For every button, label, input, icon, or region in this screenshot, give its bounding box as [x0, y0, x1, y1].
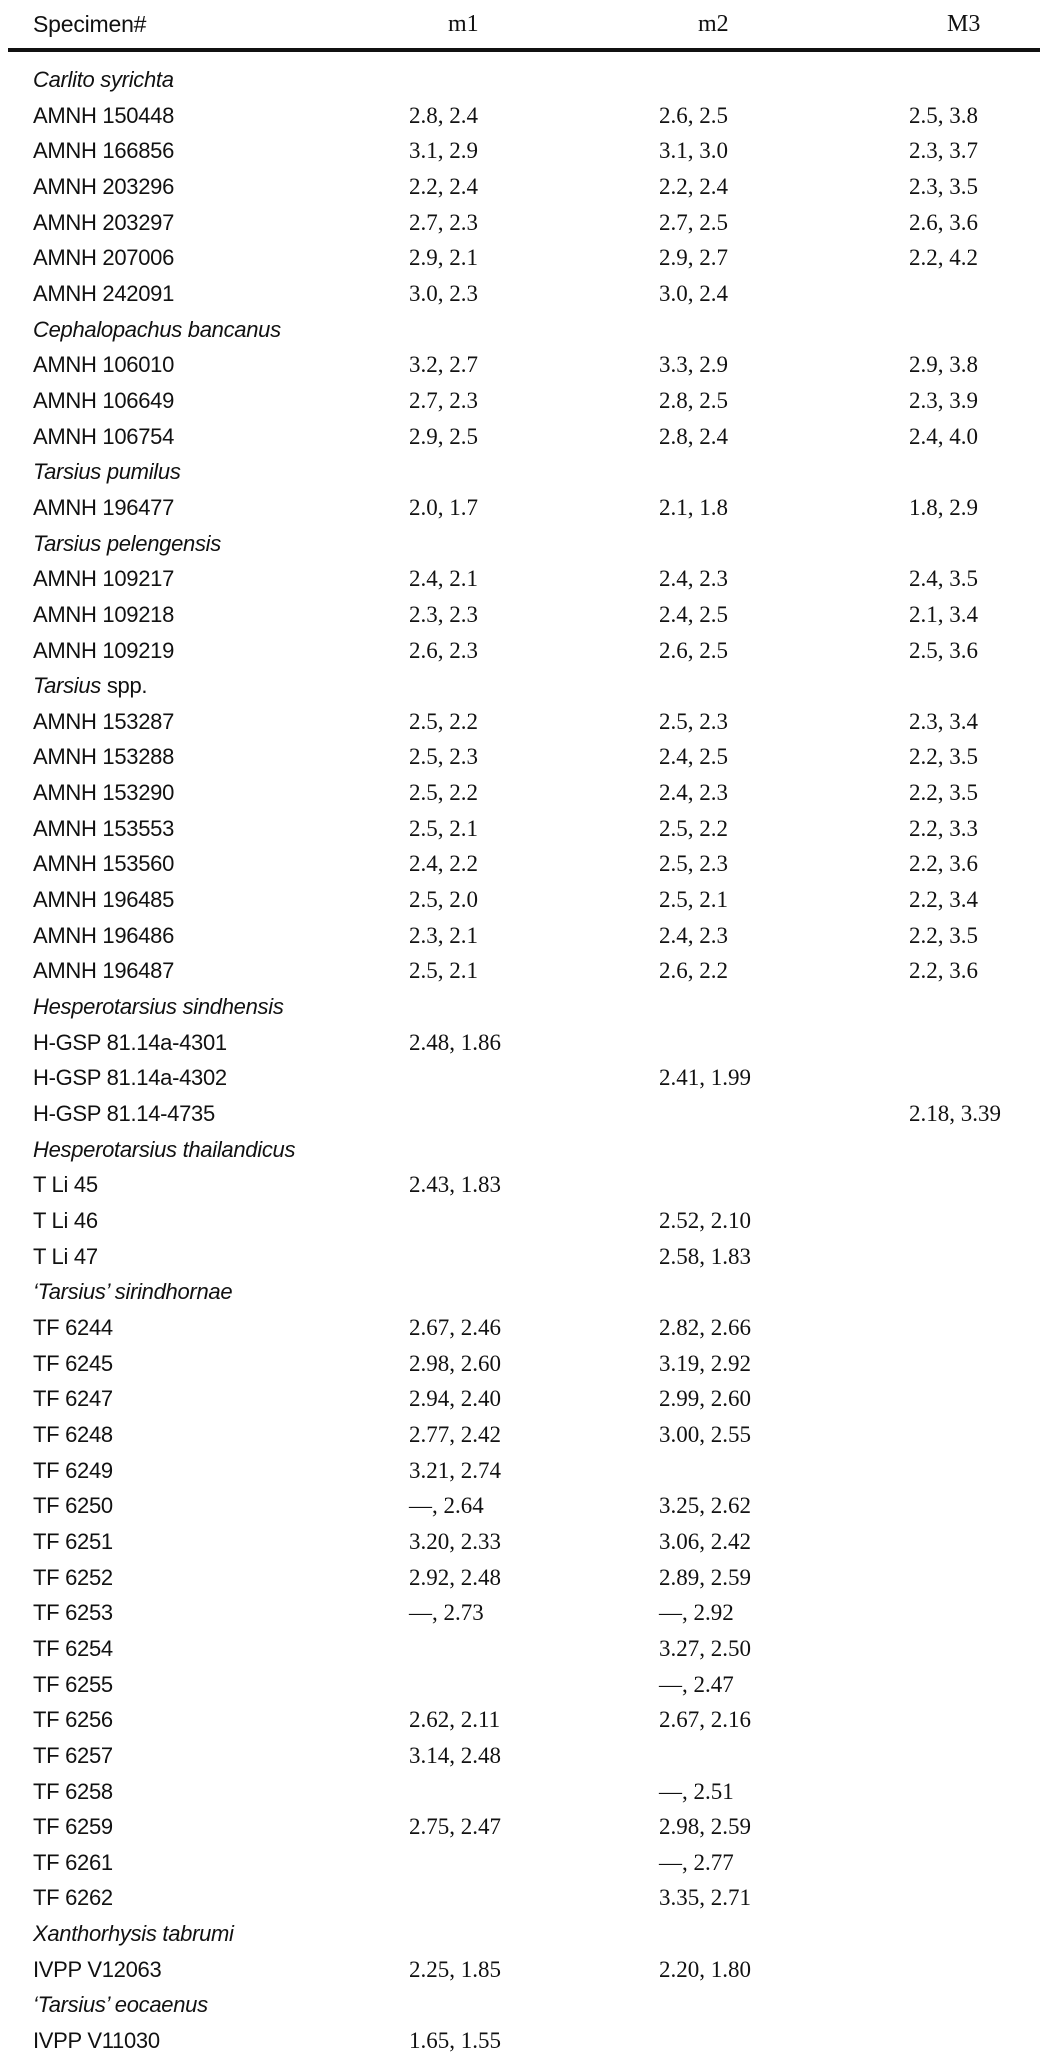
specimen-id: TF 6252: [33, 1564, 113, 1590]
taxon-name-italic: Hesperotarsius thailandicus: [33, 1136, 296, 1162]
m2-value: 2.6, 2.5: [659, 102, 728, 128]
m1-value: 3.14, 2.48: [409, 1742, 501, 1768]
m2-value: 2.4, 2.5: [659, 601, 728, 627]
m2-value: 2.1, 1.8: [659, 494, 728, 520]
table-row: [0, 347, 1040, 383]
table-row: [0, 597, 1040, 633]
m1-value: 2.5, 2.3: [409, 744, 478, 770]
taxon-name: [33, 1987, 208, 2023]
m2-value: —, 2.77: [659, 1849, 734, 1875]
m2-value: 2.4, 2.5: [659, 744, 728, 770]
specimen-id: IVPP V12063: [33, 1956, 162, 1982]
m1-value: 2.4, 2.1: [409, 566, 478, 592]
table-row: [0, 1667, 1040, 1703]
M3-value: 2.2, 3.6: [909, 851, 978, 877]
m2-value: 2.8, 2.4: [659, 423, 728, 449]
m2-value: 3.06, 2.42: [659, 1528, 751, 1554]
m2-value: 2.98, 2.59: [659, 1814, 751, 1840]
specimen-id: AMNH 109219: [33, 637, 174, 663]
table-row: [0, 1239, 1040, 1275]
specimen-id: AMNH 203297: [33, 209, 174, 235]
specimen-id: AMNH 196486: [33, 922, 174, 948]
specimen-id: AMNH 153553: [33, 815, 174, 841]
table-row: [0, 133, 1040, 169]
specimen-id: AMNH 106649: [33, 387, 174, 413]
specimen-id: TF 6251: [33, 1528, 113, 1554]
m2-value: 2.6, 2.5: [659, 637, 728, 663]
table-row: [0, 2023, 1040, 2059]
specimen-id: AMNH 207006: [33, 245, 174, 271]
table-row: [0, 98, 1040, 134]
M3-value: 2.4, 4.0: [909, 423, 978, 449]
specimen-id: TF 6255: [33, 1671, 113, 1697]
m1-value: 2.5, 2.1: [409, 815, 478, 841]
M3-value: 2.3, 3.5: [909, 173, 978, 199]
specimen-id: TF 6258: [33, 1778, 113, 1804]
specimen-id: TF 6257: [33, 1742, 113, 1768]
table-body: [0, 62, 1040, 2059]
m2-value: 2.9, 2.7: [659, 245, 728, 271]
m2-value: 2.7, 2.5: [659, 209, 728, 235]
m1-value: 2.6, 2.3: [409, 637, 478, 663]
m1-value: 2.77, 2.42: [409, 1421, 501, 1447]
m1-value: 2.67, 2.46: [409, 1314, 501, 1340]
m1-value: 3.1, 2.9: [409, 138, 478, 164]
table-row: [0, 1524, 1040, 1560]
m1-value: 2.48, 1.86: [409, 1029, 501, 1055]
specimen-id: AMNH 166856: [33, 138, 174, 164]
specimen-id: AMNH 153560: [33, 851, 174, 877]
m1-value: 2.3, 2.3: [409, 601, 478, 627]
table-row: [0, 1346, 1040, 1382]
m1-value: 2.2, 2.4: [409, 173, 478, 199]
table-row: [0, 419, 1040, 455]
specimen-id: AMNH 106754: [33, 423, 174, 449]
table-row: [0, 1488, 1040, 1524]
M3-value: 2.5, 3.6: [909, 637, 978, 663]
specimen-id: TF 6254: [33, 1635, 113, 1661]
specimen-id: AMNH 109217: [33, 566, 174, 592]
table-row: [0, 383, 1040, 419]
header-m2: m2: [698, 11, 729, 37]
specimen-id: TF 6245: [33, 1350, 113, 1376]
table-row: [0, 633, 1040, 669]
taxon-name-italic: ‘Tarsius’ sirindhornae: [33, 1279, 233, 1305]
specimen-id: AMNH 196485: [33, 887, 174, 913]
taxon-name-suffix: spp.: [101, 673, 148, 699]
m2-value: 3.3, 2.9: [659, 352, 728, 378]
table-row: [0, 882, 1040, 918]
m1-value: 3.20, 2.33: [409, 1528, 501, 1554]
M3-value: 2.2, 3.4: [909, 887, 978, 913]
M3-value: 2.9, 3.8: [909, 352, 978, 378]
table-row: [0, 775, 1040, 811]
m2-value: 2.4, 2.3: [659, 922, 728, 948]
taxon-name-italic: Cephalopachus bancanus: [33, 316, 281, 342]
m2-value: 3.00, 2.55: [659, 1421, 751, 1447]
table-row: [0, 811, 1040, 847]
table-row: [0, 1560, 1040, 1596]
m2-value: —, 2.92: [659, 1600, 734, 1626]
m2-value: 2.5, 2.3: [659, 851, 728, 877]
m1-value: 2.9, 2.5: [409, 423, 478, 449]
table-row: [0, 1738, 1040, 1774]
specimen-id: AMNH 150448: [33, 102, 174, 128]
m2-value: 3.25, 2.62: [659, 1493, 751, 1519]
specimen-id: TF 6249: [33, 1457, 113, 1483]
specimen-id: T Li 45: [33, 1172, 98, 1198]
m2-value: 2.20, 1.80: [659, 1956, 751, 1982]
m1-value: 2.5, 2.1: [409, 958, 478, 984]
table-row: [0, 846, 1040, 882]
m2-value: 2.99, 2.60: [659, 1386, 751, 1412]
taxon-name: [33, 312, 281, 348]
m1-value: 3.2, 2.7: [409, 352, 478, 378]
m2-value: —, 2.47: [659, 1671, 734, 1697]
M3-value: 2.3, 3.7: [909, 138, 978, 164]
m2-value: 2.67, 2.16: [659, 1707, 751, 1733]
table-row: [0, 704, 1040, 740]
table-row: [0, 1880, 1040, 1916]
m2-value: 2.89, 2.59: [659, 1564, 751, 1590]
table-row: [0, 1952, 1040, 1988]
m1-value: —, 2.64: [409, 1493, 484, 1519]
m1-value: 2.4, 2.2: [409, 851, 478, 877]
M3-value: 2.2, 4.2: [909, 245, 978, 271]
table-row: [0, 1167, 1040, 1203]
m2-value: 3.19, 2.92: [659, 1350, 751, 1376]
m2-value: 2.5, 2.3: [659, 708, 728, 734]
specimen-id: AMNH 242091: [33, 280, 174, 306]
m1-value: 3.0, 2.3: [409, 280, 478, 306]
table-row: [0, 1203, 1040, 1239]
table-row: [0, 1096, 1040, 1132]
m1-value: 2.62, 2.11: [409, 1707, 501, 1733]
taxon-group-row: [0, 989, 1040, 1025]
table-row: [0, 240, 1040, 276]
taxon-name: [33, 989, 284, 1025]
table-row: [0, 1631, 1040, 1667]
specimen-id: TF 6261: [33, 1849, 113, 1875]
m1-value: 2.7, 2.3: [409, 387, 478, 413]
taxon-name: [33, 668, 147, 704]
M3-value: 2.2, 3.3: [909, 815, 978, 841]
specimen-id: T Li 47: [33, 1243, 98, 1269]
m2-value: 3.0, 2.4: [659, 280, 728, 306]
header-m1: m1: [448, 11, 479, 37]
taxon-group-row: [0, 312, 1040, 348]
header-M3: M3: [947, 11, 981, 37]
taxon-group-row: [0, 1274, 1040, 1310]
M3-value: 2.2, 3.5: [909, 780, 978, 806]
m1-value: 2.9, 2.1: [409, 245, 478, 271]
taxon-name: [33, 1916, 234, 1952]
specimen-id: AMNH 196477: [33, 494, 174, 520]
taxon-group-row: [0, 668, 1040, 704]
taxon-name-italic: Carlito syrichta: [33, 67, 174, 92]
m2-value: 2.2, 2.4: [659, 173, 728, 199]
table-row: [0, 1774, 1040, 1810]
m2-value: 2.8, 2.5: [659, 387, 728, 413]
table-row: [0, 1417, 1040, 1453]
m1-value: 2.0, 1.7: [409, 494, 478, 520]
taxon-name: [33, 526, 221, 562]
m1-value: 2.5, 2.2: [409, 708, 478, 734]
table-row: [0, 169, 1040, 205]
M3-value: 2.18, 3.39: [909, 1101, 1001, 1127]
table-row: [0, 1381, 1040, 1417]
m1-value: 2.94, 2.40: [409, 1386, 501, 1412]
specimen-id: AMNH 153288: [33, 744, 174, 770]
M3-value: 2.2, 3.5: [909, 922, 978, 948]
specimen-id: TF 6259: [33, 1814, 113, 1840]
table-row: [0, 1702, 1040, 1738]
m1-value: 2.25, 1.85: [409, 1956, 501, 1982]
M3-value: 2.2, 3.5: [909, 744, 978, 770]
table-row: [0, 739, 1040, 775]
table-row: [0, 1453, 1040, 1489]
specimen-id: TF 6247: [33, 1386, 113, 1412]
specimen-id: T Li 46: [33, 1208, 98, 1233]
m2-value: 2.58, 1.83: [659, 1243, 751, 1269]
m1-value: 2.7, 2.3: [409, 209, 478, 235]
specimen-id: TF 6244: [33, 1314, 113, 1340]
table-row: [0, 205, 1040, 241]
m1-value: 2.3, 2.1: [409, 922, 478, 948]
m2-value: 3.27, 2.50: [659, 1635, 751, 1661]
m1-value: —, 2.73: [409, 1600, 484, 1626]
M3-value: 2.6, 3.6: [909, 209, 978, 235]
specimen-id: H-GSP 81.14-4735: [33, 1101, 215, 1127]
specimen-id: AMNH 203296: [33, 173, 174, 199]
specimen-id: H-GSP 81.14a-4301: [33, 1029, 227, 1055]
taxon-name-italic: Xanthorhysis tabrumi: [33, 1921, 234, 1947]
table-row: [0, 490, 1040, 526]
taxon-name: [33, 1132, 295, 1168]
specimen-id: TF 6250: [33, 1493, 113, 1519]
specimen-id: TF 6256: [33, 1707, 113, 1733]
taxon-name: [33, 62, 174, 98]
table-row: [0, 1025, 1040, 1061]
M3-value: 1.8, 2.9: [909, 494, 978, 520]
taxon-group-row: [0, 1132, 1040, 1168]
specimen-id: H-GSP 81.14a-4302: [33, 1065, 227, 1091]
specimen-id: IVPP V11030: [33, 2028, 160, 2054]
m2-value: 3.35, 2.71: [659, 1885, 751, 1911]
m1-value: 2.43, 1.83: [409, 1172, 501, 1198]
M3-value: 2.2, 3.6: [909, 958, 978, 984]
taxon-name: [33, 454, 181, 490]
taxon-group-row: [0, 1987, 1040, 2023]
m1-value: 2.5, 2.2: [409, 780, 478, 806]
table-row: [0, 1060, 1040, 1096]
table-row: [0, 276, 1040, 312]
m2-value: 2.82, 2.66: [659, 1314, 751, 1340]
m2-value: 2.4, 2.3: [659, 780, 728, 806]
table-row: [0, 1809, 1040, 1845]
specimen-id: AMNH 196487: [33, 958, 174, 984]
taxon-group-row: [0, 62, 1040, 98]
header-rule: [8, 48, 1040, 52]
m2-value: 2.4, 2.3: [659, 566, 728, 592]
taxon-group-row: [0, 526, 1040, 562]
M3-value: 2.3, 3.4: [909, 708, 978, 734]
m2-value: 2.41, 1.99: [659, 1065, 751, 1091]
table-row: [0, 1845, 1040, 1881]
M3-value: 2.5, 3.8: [909, 102, 978, 128]
m1-value: 2.8, 2.4: [409, 102, 478, 128]
table-row: [0, 953, 1040, 989]
M3-value: 2.3, 3.9: [909, 387, 978, 413]
m1-value: 3.21, 2.74: [409, 1457, 501, 1483]
m2-value: 2.6, 2.2: [659, 958, 728, 984]
specimen-id: TF 6253: [33, 1600, 113, 1626]
taxon-group-row: [0, 454, 1040, 490]
taxon-name-italic: Hesperotarsius sindhensis: [33, 994, 284, 1020]
header-specimen: Specimen#: [33, 11, 147, 37]
specimen-id: TF 6262: [33, 1885, 113, 1911]
specimen-id: AMNH 153287: [33, 708, 174, 734]
m2-value: 2.52, 2.10: [659, 1208, 751, 1233]
table-row: [0, 918, 1040, 954]
m1-value: 2.5, 2.0: [409, 887, 478, 913]
taxon-group-row: [0, 1916, 1040, 1952]
m1-value: 1.65, 1.55: [409, 2028, 501, 2054]
M3-value: 2.1, 3.4: [909, 601, 978, 627]
specimen-id: AMNH 153290: [33, 780, 174, 806]
specimen-id: AMNH 106010: [33, 352, 174, 378]
taxon-name: [33, 1274, 232, 1310]
specimen-id: AMNH 109218: [33, 601, 174, 627]
table-row: [0, 1595, 1040, 1631]
taxon-name-italic: Tarsius: [33, 673, 102, 699]
taxon-name-italic: Tarsius pumilus: [33, 459, 181, 485]
table-row: [0, 561, 1040, 597]
m2-value: 2.5, 2.1: [659, 887, 728, 913]
m1-value: 2.92, 2.48: [409, 1564, 501, 1590]
M3-value: 2.4, 3.5: [909, 566, 978, 592]
table-row: [0, 1310, 1040, 1346]
m2-value: 2.5, 2.2: [659, 815, 728, 841]
taxon-name-italic: Tarsius pelengensis: [33, 530, 221, 556]
specimen-id: TF 6248: [33, 1421, 113, 1447]
taxon-name-italic: ‘Tarsius’ eocaenus: [33, 1992, 208, 2018]
m2-value: 3.1, 3.0: [659, 138, 728, 164]
m1-value: 2.98, 2.60: [409, 1350, 501, 1376]
m2-value: —, 2.51: [659, 1778, 734, 1804]
table-header: [0, 0, 1040, 48]
m1-value: 2.75, 2.47: [409, 1814, 501, 1840]
